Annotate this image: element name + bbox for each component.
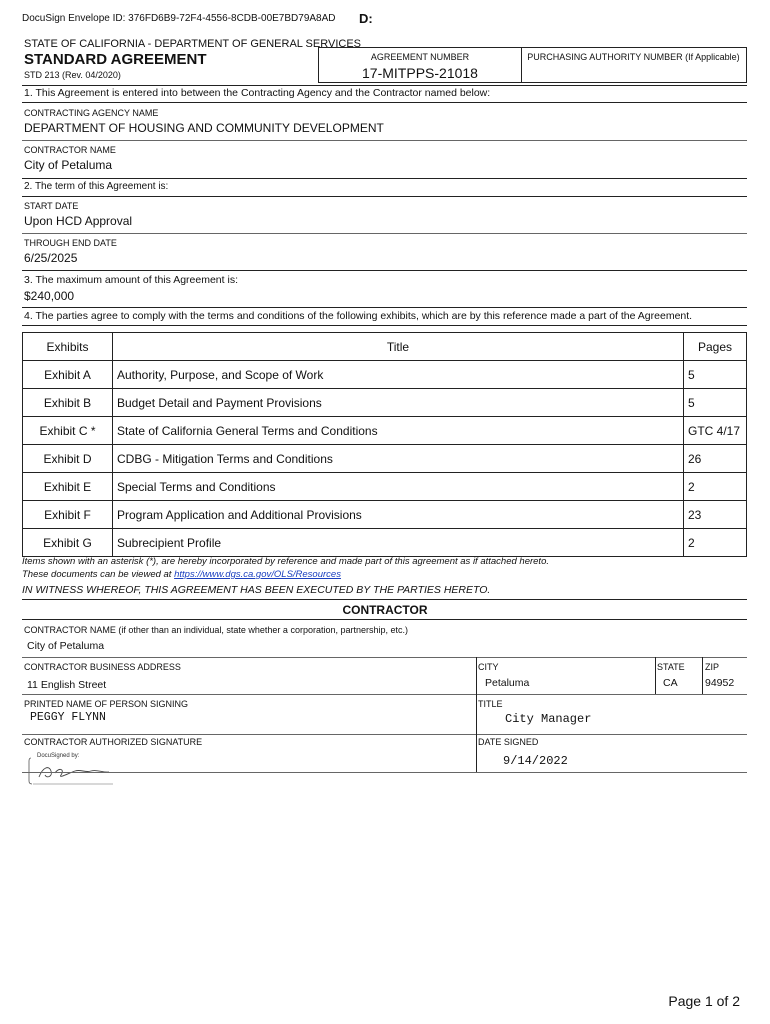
exhibit-pages: 5 — [684, 361, 747, 389]
section1-text: 1. This Agreement is entered into between the Contracting Agency and the Contractor named below: — [24, 87, 491, 99]
title-value[interactable]: City Manager — [505, 712, 592, 726]
exhibit-pages: 23 — [684, 501, 747, 529]
purchasing-authority-label: PURCHASING AUTHORITY NUMBER (If Applicable) — [527, 52, 740, 62]
contractor-name-label: CONTRACTOR NAME (if other than an individual, state whether a corporation, partnership, etc.) — [24, 625, 408, 635]
divider — [22, 140, 747, 141]
divider — [22, 619, 747, 620]
exhibit-id: Exhibit B — [23, 389, 113, 417]
agreement-number-label: AGREEMENT NUMBER — [370, 52, 470, 62]
end-date-label: THROUGH END DATE — [24, 238, 117, 248]
contractor-heading: CONTRACTOR — [342, 603, 428, 617]
document-title: STANDARD AGREEMENT — [24, 51, 207, 68]
table-row — [23, 445, 747, 473]
divider — [22, 599, 747, 600]
divider — [22, 270, 747, 271]
resources-prefix: These documents can be viewed at — [22, 569, 175, 580]
divider — [22, 657, 747, 658]
state-department: STATE OF CALIFORNIA - DEPARTMENT OF GENERAL SERVICES — [24, 38, 361, 50]
witness-statement: IN WITNESS WHEREOF, THIS AGREEMENT HAS BEEN EXECUTED BY THE PARTIES HERETO. — [22, 584, 491, 596]
contractor-name-value[interactable]: City of Petaluma — [27, 640, 105, 652]
exhibit-pages: GTC 4/17 — [684, 417, 747, 445]
date-signed-value[interactable]: 9/14/2022 — [503, 754, 568, 768]
envelope-id: DocuSign Envelope ID: 376FD6B9-72F4-4556-8CDB-00E7BD79A8AD — [22, 13, 336, 24]
exhibit-title: CDBG - Mitigation Terms and Conditions — [113, 445, 684, 473]
col-title: Title — [113, 333, 684, 361]
table-row — [23, 361, 747, 389]
section2-text: 2. The term of this Agreement is: — [24, 181, 169, 192]
agreement-number[interactable]: 17-MITPPS-21018 — [362, 65, 478, 81]
exhibit-id: Exhibit G — [23, 529, 113, 557]
city-label: CITY — [478, 662, 499, 672]
table-row — [23, 501, 747, 529]
exhibit-title: Budget Detail and Payment Provisions — [113, 389, 684, 417]
exhibits-table — [22, 332, 747, 557]
section3-text: 3. The maximum amount of this Agreement is: — [24, 274, 238, 286]
agency-name[interactable]: DEPARTMENT OF HOUSING AND COMMUNITY DEVELOPMENT — [24, 121, 384, 135]
table-row — [23, 529, 747, 557]
exhibit-title: Special Terms and Conditions — [113, 473, 684, 501]
printed-name-label: PRINTED NAME OF PERSON SIGNING — [24, 699, 189, 709]
date-signed-label: DATE SIGNED — [478, 737, 539, 747]
contractor-name-label: CONTRACTOR NAME — [24, 145, 116, 155]
signature-label: CONTRACTOR AUTHORIZED SIGNATURE — [24, 737, 203, 747]
signature-field[interactable] — [25, 753, 115, 789]
exhibit-id: Exhibit F — [23, 501, 113, 529]
zip-value[interactable]: 94952 — [705, 677, 735, 689]
state-value[interactable]: CA — [663, 677, 678, 689]
divider — [22, 734, 747, 735]
zip-label: ZIP — [705, 662, 720, 672]
divider — [22, 325, 747, 326]
section4-text: 4. The parties agree to comply with the terms and conditions of the following exhibits, which are by this reference made a part of the Agreement. — [24, 310, 693, 322]
city-value[interactable]: Petaluma — [485, 677, 530, 689]
divider — [22, 178, 747, 179]
start-date[interactable]: Upon HCD Approval — [24, 214, 133, 228]
divider — [702, 657, 703, 694]
printed-name-value[interactable]: PEGGY FLYNN — [30, 711, 106, 724]
exhibits-header-row — [23, 333, 747, 361]
table-row — [23, 473, 747, 501]
envelope-d-label: D: — [359, 11, 373, 26]
state-label: STATE — [657, 662, 685, 672]
exhibit-pages: 2 — [684, 529, 747, 557]
exhibit-id: Exhibit E — [23, 473, 113, 501]
divider — [476, 734, 477, 772]
divider — [22, 307, 747, 308]
start-date-label: START DATE — [24, 201, 79, 211]
exhibit-title: Program Application and Additional Provisions — [113, 501, 684, 529]
divider — [22, 196, 747, 197]
form-number: STD 213 (Rev. 04/2020) — [24, 70, 121, 80]
contractor-name[interactable]: City of Petaluma — [24, 158, 113, 172]
end-date[interactable]: 6/25/2025 — [24, 251, 78, 265]
max-amount[interactable]: $240,000 — [24, 289, 75, 303]
divider — [655, 657, 656, 694]
exhibit-title: State of California General Terms and Conditions — [113, 417, 684, 445]
title-label: TITLE — [478, 699, 503, 709]
agency-name-label: CONTRACTING AGENCY NAME — [24, 108, 159, 118]
exhibit-pages: 5 — [684, 389, 747, 417]
exhibit-title: Subrecipient Profile — [113, 529, 684, 557]
purchasing-authority-box[interactable] — [521, 47, 747, 83]
agreement-number-box — [318, 47, 522, 83]
exhibit-id: Exhibit C * — [23, 417, 113, 445]
resources-link[interactable]: https://www.dgs.ca.gov/OLS/Resources — [174, 569, 341, 580]
divider — [22, 102, 747, 103]
resources-note — [22, 568, 549, 581]
exhibit-id: Exhibit A — [23, 361, 113, 389]
exhibit-pages: 2 — [684, 473, 747, 501]
page-number: Page 1 of 2 — [668, 993, 740, 1009]
asterisk-note: Items shown with an asterisk (*), are hereby incorporated by reference and made part of this agreement as if attached hereto. — [22, 556, 549, 567]
divider — [22, 694, 747, 695]
business-address-value[interactable]: 11 English Street — [27, 679, 107, 691]
exhibit-notes — [22, 555, 549, 581]
divider — [476, 657, 477, 694]
table-row — [23, 389, 747, 417]
exhibit-title: Authority, Purpose, and Scope of Work — [113, 361, 684, 389]
table-row — [23, 417, 747, 445]
divider — [22, 233, 747, 234]
col-pages: Pages — [684, 333, 747, 361]
signature-stamp: DocuSigned by: — [37, 753, 80, 759]
divider — [22, 85, 747, 86]
exhibit-id: Exhibit D — [23, 445, 113, 473]
col-exhibits: Exhibits — [23, 333, 113, 361]
exhibit-pages: 26 — [684, 445, 747, 473]
divider — [476, 694, 477, 734]
divider — [22, 772, 747, 773]
business-address-label: CONTRACTOR BUSINESS ADDRESS — [24, 662, 181, 672]
